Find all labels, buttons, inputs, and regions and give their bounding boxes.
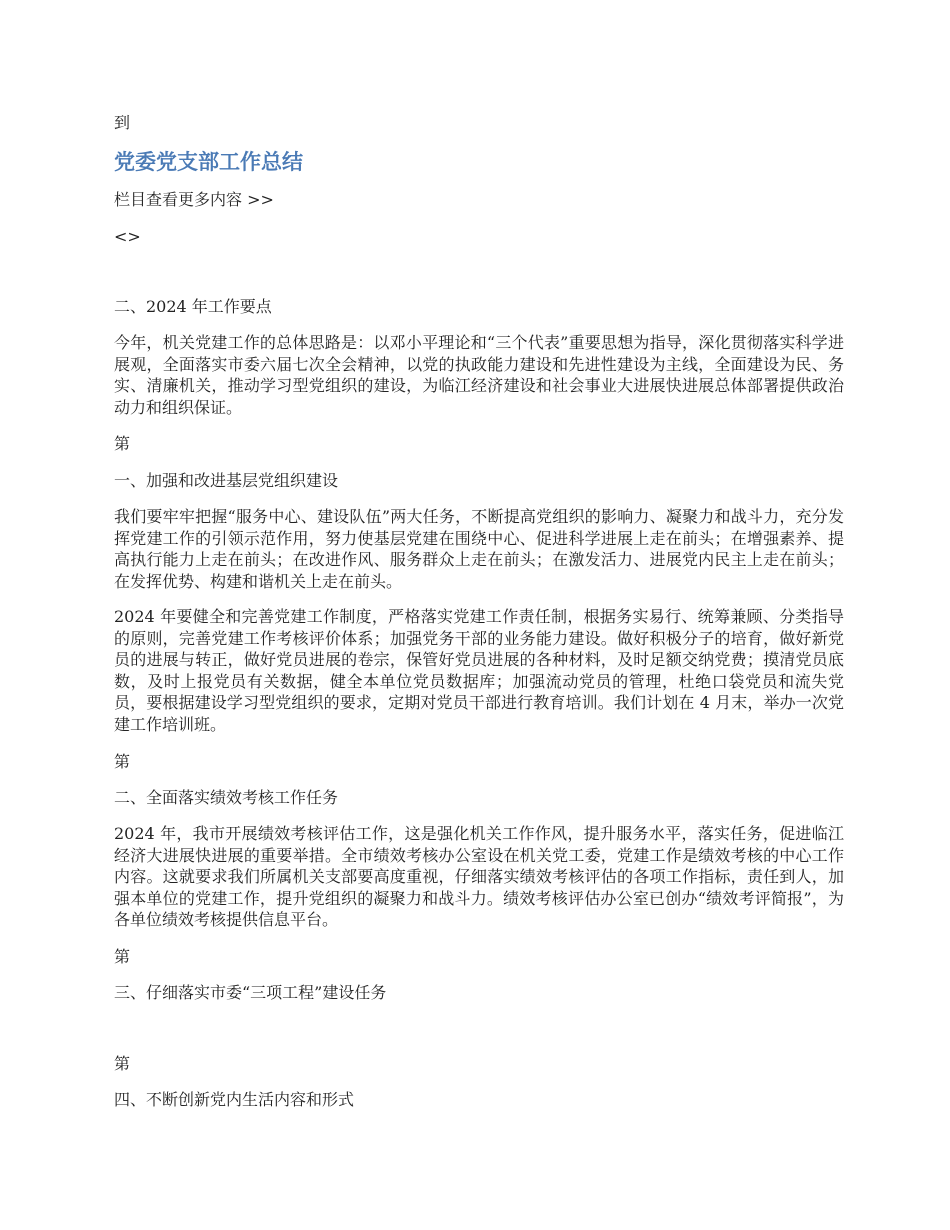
di-marker: 第 bbox=[114, 1054, 131, 1073]
more-content-link[interactable]: 栏目查看更多内容 >> bbox=[114, 190, 274, 209]
overview-paragraph: 今年，机关党建工作的总体思路是：以邓小平理论和“三个代表”重要思想为指导，深化贯彻落实科学进展观，全面落实市委六届七次全会精神，以党的执政能力建设和先进性建设为主线，全面建设为民、务实、清廉机关，推动学习型党组织的建设，为临江经济建设和社会事业大进展快进展总体部署提供政治动力和组织保证。 bbox=[114, 333, 844, 417]
item3-heading: 三、仔细落实市委“三项工程”建设任务 bbox=[114, 983, 387, 1002]
item1-paragraph-1: 我们要牢牢把握“服务中心、建设队伍”两大任务，不断提高党组织的影响力、凝聚力和战斗力，充分发挥党建工作的引领示范作用，努力使基层党建在围绕中心、促进科学进展上走在前头；在增强素养、提高执行能力上走在前头；在改进作风、服务群众上走在前头；在激发活力、进展党内民主上走在前头；在发挥优势、构建和谐机关上走在前头。 bbox=[114, 507, 844, 591]
di-marker: 第 bbox=[114, 752, 131, 771]
section-heading: 二、2024 年工作要点 bbox=[114, 297, 272, 316]
intro-text: 到 bbox=[114, 113, 131, 132]
item1-paragraph-2: 2024 年要健全和完善党建工作制度，严格落实党建工作责任制，根据务实易行、统筹兼顾、分类指导的原则，完善党建工作考核评价体系；加强党务干部的业务能力建设。做好积极分子的培育，做好新党员的进展与转正，做好党员进展的卷宗，保管好党员进展的各种材料，及时足额交纳党费；摸清党员底数，及时上报党员有关数据，健全本单位党员数据库；加强流动党员的管理，杜绝口袋党员和流失党员，要根据建设学习型党组织的要求，定期对党员干部进行教育培训。我们计划在 4 月末，举办一次党建工作培训班。 bbox=[114, 607, 844, 734]
item2-heading: 二、全面落实绩效考核工作任务 bbox=[114, 788, 339, 807]
di-marker: 第 bbox=[114, 947, 131, 966]
nav-symbol: <> bbox=[114, 227, 141, 246]
doc-title-link[interactable]: 党委党支部工作总结 bbox=[114, 150, 303, 174]
item2-paragraph: 2024 年，我市开展绩效考核评估工作，这是强化机关工作作风，提升服务水平，落实任务，促进临江经济大进展快进展的重要举措。全市绩效考核办公室设在机关党工委，党建工作是绩效考核的中心工作内容。这就要求我们所属机关支部要高度重视，仔细落实绩效考核评估的各项工作指标，责任到人，加强本单位的党建工作，提升党组织的凝聚力和战斗力。绩效考核评估办公室已创办“绩效考评简报”，为各单位绩效考核提供信息平台。 bbox=[114, 824, 844, 929]
di-marker: 第 bbox=[114, 434, 131, 453]
item1-heading: 一、加强和改进基层党组织建设 bbox=[114, 471, 339, 490]
item4-heading: 四、不断创新党内生活内容和形式 bbox=[114, 1090, 355, 1109]
